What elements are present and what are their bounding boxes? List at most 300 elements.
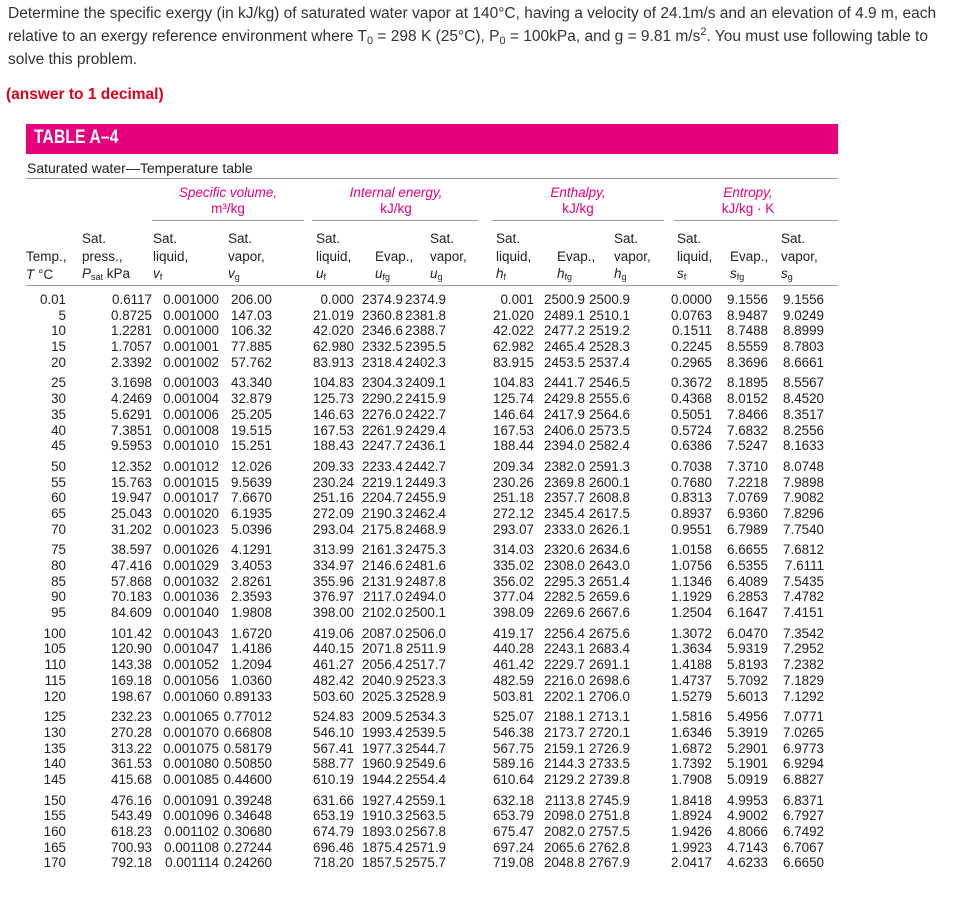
table-cell: 0.001070 (163, 724, 219, 740)
table-cell: 0.34648 (223, 808, 272, 824)
table-cell: 2320.6 (544, 542, 585, 558)
table-cell: 105 (43, 641, 66, 657)
table-cell: 8.0748 (783, 458, 824, 474)
table-cell: 2739.8 (589, 771, 630, 787)
table-row (26, 808, 838, 824)
table-cell: 2477.2 (544, 323, 585, 339)
table-cell: 0.30680 (223, 824, 272, 839)
table-cell: 2417.9 (544, 406, 585, 422)
table-cell: 0.001012 (163, 458, 219, 474)
table-cell: 1.6720 (231, 625, 272, 641)
table-cell: 167.53 (313, 422, 354, 438)
table-cell: 7.7540 (783, 521, 824, 537)
table-cell: 2441.7 (544, 375, 585, 391)
table-cell: 160 (43, 824, 66, 839)
table-cell: 2757.5 (589, 824, 630, 839)
table-cell: 2409.1 (405, 375, 446, 391)
table-cell: 2190.3 (362, 505, 403, 521)
table-row (26, 542, 838, 558)
table-row (26, 490, 838, 506)
table-cell: 355.96 (313, 573, 354, 589)
table-cell: 2455.9 (405, 490, 446, 506)
table-cell: 6.7492 (783, 824, 824, 839)
subscript: f (159, 272, 163, 282)
table-cell: 4.9953 (727, 792, 768, 808)
table-cell: 2537.4 (589, 354, 630, 370)
table-cell: 42.022 (493, 323, 534, 339)
table-cell: 2745.9 (589, 792, 630, 808)
table-cell: 2683.4 (589, 641, 630, 657)
table-row (26, 375, 838, 391)
table-cell: 5.1901 (727, 756, 768, 772)
symbol: h (496, 266, 504, 281)
table-cell: 38.597 (111, 542, 152, 558)
table-cell: 7.0265 (783, 724, 824, 740)
table-cell: 206.00 (231, 292, 272, 307)
table-cell: 2318.4 (362, 354, 403, 370)
table-cell: 65 (51, 505, 66, 521)
table-cell: 70.183 (111, 589, 152, 605)
table-cell: 8.1633 (783, 438, 824, 454)
group-label: Enthalpy, (550, 185, 606, 200)
table-cell: 5.0396 (231, 521, 272, 537)
table-cell: 85 (51, 573, 66, 589)
table-cell: 0.001060 (163, 688, 219, 704)
table-cell: 20 (51, 354, 66, 370)
table-cell: 610.64 (493, 771, 534, 787)
table-cell: 7.3542 (783, 625, 824, 641)
table-cell: 35 (51, 406, 66, 422)
table-cell: 546.38 (493, 724, 534, 740)
table-cell: 135 (43, 740, 66, 756)
group-label: Internal energy, (349, 185, 443, 200)
table-cell: 0.66808 (223, 724, 272, 740)
table-cell: 361.53 (111, 756, 152, 772)
table-cell: 2345.4 (544, 505, 585, 521)
table-cell: 1944.2 (362, 771, 403, 787)
table-cell: 1.6346 (671, 724, 712, 740)
table-cell: 9.0249 (783, 307, 824, 323)
table-cell: 2374.9 (362, 292, 403, 307)
table-cell: 2.8261 (231, 573, 272, 589)
table-cell: 3.4053 (231, 558, 272, 573)
col-header-line: vapor, (228, 248, 265, 264)
table-cell: 0.001010 (163, 438, 219, 454)
table-cell: 7.0771 (783, 709, 824, 725)
table-row (26, 438, 838, 454)
col-header-line: Temp., (26, 249, 67, 264)
table-cell: 7.6111 (785, 558, 824, 573)
table-row (26, 855, 838, 871)
table-cell: 101.42 (111, 625, 152, 641)
table-cell: 7.3710 (727, 458, 768, 474)
table-cell: 2617.5 (589, 505, 630, 521)
group-unit: kJ/kg · K (721, 201, 775, 216)
subscript: g (621, 272, 627, 282)
col-header-line: Sat. (82, 231, 107, 246)
table-cell: 0.001065 (163, 709, 219, 725)
table-cell: 4.1291 (231, 542, 272, 558)
table-cell: 100 (43, 625, 66, 641)
table-row (26, 558, 838, 574)
table-cell: 0.7038 (671, 458, 712, 474)
row-group (26, 375, 838, 453)
table-cell: 2575.7 (405, 855, 446, 871)
table-cell: 503.60 (313, 688, 354, 704)
table-cell: 0.001102 (164, 824, 219, 839)
symbol: v (228, 266, 235, 281)
table-cell: 356.02 (493, 573, 534, 589)
col-header-line: Sat. (781, 231, 806, 246)
table-cell: 1.7057 (111, 339, 152, 355)
table-cell: 2040.9 (362, 672, 403, 688)
table-cell: 589.16 (493, 756, 534, 772)
table-cell: 62.982 (493, 339, 534, 355)
table-title: TABLE A–4 (34, 127, 119, 148)
table-cell: 1.4186 (231, 641, 272, 657)
table-cell: 2276.0 (362, 406, 403, 422)
col-header-line: Sat. (316, 231, 341, 246)
table-cell: 2048.8 (544, 855, 585, 871)
table-cell: 1.0756 (671, 558, 712, 573)
table-cell: 150 (43, 792, 66, 808)
table-cell: 482.42 (313, 672, 354, 688)
table-cell: 2009.5 (362, 709, 403, 725)
table-cell: 2534.3 (405, 709, 446, 725)
col-header-line: liquid, (153, 248, 189, 264)
table-cell: 2494.0 (405, 589, 446, 605)
table-cell: 106.32 (231, 323, 272, 339)
symbol: P (82, 266, 92, 281)
table-cell: 1960.9 (362, 756, 403, 772)
table-cell: 2453.5 (544, 354, 585, 370)
table-cell: 0.001000 (163, 307, 219, 323)
table-cell: 2559.1 (405, 792, 446, 808)
table-cell: 1893.0 (362, 824, 403, 839)
subscript: f (503, 272, 507, 282)
col-header-vf (153, 230, 188, 283)
table-cell: 2304.3 (362, 375, 403, 391)
table-cell: 1.3634 (671, 641, 712, 657)
subscript: sat (91, 272, 104, 282)
table-cell: 2442.7 (405, 458, 446, 474)
table-cell: 0.001114 (165, 855, 219, 871)
table-cell: 2204.7 (362, 490, 403, 506)
table-row (26, 323, 838, 339)
symbol: u (316, 266, 324, 281)
table-cell: 8.5567 (783, 375, 824, 391)
table-cell: 2161.3 (362, 542, 403, 558)
table-cell: 1910.3 (362, 808, 403, 824)
symbol: u (430, 266, 438, 281)
table-cell: 1.9923 (671, 839, 712, 855)
group-internal-energy (312, 185, 480, 217)
table-cell: 2247.7 (362, 438, 403, 454)
table-cell: 272.09 (313, 505, 354, 521)
subscript: fg (736, 272, 745, 282)
symbol: v (153, 266, 160, 281)
row-group (26, 459, 838, 537)
col-header-line: liquid, (677, 248, 713, 264)
table-cell: 7.4782 (783, 589, 824, 605)
table-cell: 7.6670 (231, 490, 272, 506)
table-cell: 104.83 (313, 375, 354, 391)
table-cell: 0.001015 (163, 474, 219, 490)
table-cell: 8.9487 (727, 307, 768, 323)
table-cell: 0.77012 (223, 709, 272, 725)
table-cell: 415.68 (111, 771, 152, 787)
table-cell: 209.33 (313, 458, 354, 474)
table-cell: 482.59 (493, 672, 534, 688)
col-header-uf (316, 230, 351, 283)
table-cell: 5.8193 (727, 657, 768, 673)
table-cell: 0.001001 (163, 339, 219, 355)
table-cell: 1.5816 (671, 709, 712, 725)
table-row (26, 626, 838, 642)
table-cell: 32.879 (231, 391, 272, 407)
table-cell: 0.001000 (163, 323, 219, 339)
col-header-line: Sat. (153, 231, 178, 246)
table-cell: 40 (51, 422, 66, 438)
table-cell: 0.001052 (163, 657, 219, 673)
table-cell: 5.9319 (727, 641, 768, 657)
table-cell: 718.20 (313, 855, 354, 871)
table-cell: 120.90 (111, 641, 152, 657)
table-cell: 12.352 (111, 458, 152, 474)
table-cell: 2065.6 (544, 839, 585, 855)
table-cell: 2555.6 (589, 391, 630, 407)
table-cell: 45 (51, 438, 66, 454)
table-cell: 0.1511 (672, 323, 712, 339)
table-cell: 21.019 (313, 307, 354, 323)
table-cell: 0.89133 (223, 688, 272, 704)
table-cell: 2462.4 (405, 505, 446, 521)
col-header-line: press., (82, 248, 123, 264)
table-cell: 0.001056 (163, 672, 219, 688)
table-cell: 2517.7 (405, 657, 446, 673)
table-cell: 2500.1 (405, 605, 446, 621)
divider (26, 178, 838, 179)
table-cell: 398.09 (493, 605, 534, 621)
row-group (26, 292, 838, 370)
table-cell: 2519.2 (589, 323, 630, 339)
table-subtitle: Saturated water—Temperature table (27, 160, 253, 176)
table-cell: 1.9426 (671, 824, 712, 839)
table-cell: 2608.8 (589, 490, 630, 506)
table-cell: 2751.8 (589, 808, 630, 824)
table-cell: 2511.9 (406, 641, 446, 657)
table-cell: 461.27 (313, 657, 354, 673)
table-cell: 2429.8 (544, 391, 585, 407)
table-cell: 2071.8 (362, 641, 403, 657)
table-cell: 165 (43, 839, 66, 855)
table-cell: 251.18 (493, 490, 534, 506)
table-cell: 12.026 (231, 458, 272, 474)
table-cell: 25 (51, 375, 66, 391)
table-cell: 0.7680 (671, 474, 712, 490)
table-cell: 0.001017 (163, 490, 219, 506)
table-cell: 2429.4 (405, 422, 446, 438)
table-cell: 15.763 (111, 474, 152, 490)
table-cell: 0.9551 (671, 521, 712, 537)
table-cell: 0.001008 (163, 422, 219, 438)
table-cell: 2720.1 (589, 724, 630, 740)
table-cell: 2528.3 (589, 339, 630, 355)
table-cell: 140 (43, 756, 66, 772)
table-cell: 0.001004 (163, 391, 219, 407)
table-cell: 2544.7 (405, 740, 446, 756)
table-cell: 314.03 (493, 542, 534, 558)
symbol: s (730, 266, 737, 281)
symbol: T (26, 266, 35, 282)
table-cell: 77.885 (231, 339, 272, 355)
table-cell: 25.043 (111, 505, 152, 521)
col-header-line: vapor, (614, 248, 651, 264)
table-cell: 588.77 (313, 756, 354, 772)
table-cell: 8.0152 (727, 391, 768, 407)
table-cell: 57.762 (231, 354, 272, 370)
table-cell: 546.10 (313, 724, 354, 740)
table-cell: 2282.5 (544, 589, 585, 605)
table-cell: 130 (43, 724, 66, 740)
table-cell: 7.6812 (783, 542, 824, 558)
symbol: u (375, 266, 383, 281)
table-cell: 70 (51, 521, 66, 537)
table-cell: 6.2853 (727, 589, 768, 605)
table-cell: 1.7908 (671, 771, 712, 787)
table-cell: 169.18 (111, 672, 152, 688)
table-cell: 632.18 (493, 792, 534, 808)
table-cell: 15 (51, 339, 66, 355)
table-cell: 230.26 (493, 474, 534, 490)
table-cell: 0.001006 (163, 406, 219, 422)
table-cell: 9.1556 (727, 292, 768, 307)
table-cell: 0.001075 (163, 740, 219, 756)
table-cell: 155 (43, 808, 66, 824)
table-cell: 198.67 (111, 688, 152, 704)
table-cell: 2523.3 (405, 672, 446, 688)
table-row (26, 308, 838, 324)
table-row (26, 292, 838, 308)
table-row (26, 391, 838, 407)
table-cell: 31.202 (111, 521, 152, 537)
table-cell: 2131.9 (362, 573, 403, 589)
table-cell: 209.34 (493, 458, 534, 474)
table-cell: 42.020 (313, 323, 354, 339)
table-cell: 2500.9 (589, 292, 630, 307)
table-cell: 125.74 (493, 391, 534, 407)
table-cell: 1.7392 (671, 756, 712, 772)
group-unit: kJ/kg (562, 201, 594, 216)
table-cell: 1993.4 (362, 724, 403, 740)
table-cell: 2144.3 (544, 756, 585, 772)
table-cell: 2449.3 (405, 474, 446, 490)
table-cell: 0.8937 (671, 505, 712, 521)
symbol: h (614, 266, 622, 281)
table-cell: 2102.0 (362, 605, 403, 621)
col-header-line: Sat. (430, 231, 455, 246)
table-cell: 146.64 (493, 406, 534, 422)
divider (312, 220, 478, 221)
table-cell: 8.4520 (783, 391, 824, 407)
table-cell: 143.38 (111, 657, 152, 673)
table-cell: 6.1935 (231, 505, 272, 521)
table-cell: 0.01 (39, 292, 66, 307)
table-cell: 0.001020 (163, 505, 219, 521)
col-header-sg (781, 230, 818, 283)
col-header-line: Sat. (614, 231, 639, 246)
table-cell: 8.3517 (783, 406, 824, 422)
table-cell: 1.2281 (111, 323, 152, 339)
table-row (26, 423, 838, 439)
table-row (26, 506, 838, 522)
table-cell: 0.8725 (111, 307, 152, 323)
table-cell: 6.6655 (727, 542, 768, 558)
table-cell: 2188.1 (544, 709, 585, 725)
table-cell: 2554.4 (405, 771, 446, 787)
table-cell: 1.1929 (671, 589, 712, 605)
table-cell: 110 (44, 657, 66, 673)
table-cell: 0.3672 (671, 375, 712, 391)
table-cell: 2563.5 (405, 808, 446, 824)
table-cell: 19.515 (231, 422, 272, 438)
table-cell: 2269.6 (544, 605, 585, 621)
table-cell: 7.8466 (727, 406, 768, 422)
table-cell: 0.001023 (163, 521, 219, 537)
table-cell: 376.97 (313, 589, 354, 605)
table-cell: 2549.6 (405, 756, 446, 772)
table-row (26, 522, 838, 538)
col-header-line: Evap., (557, 248, 596, 264)
table-cell: 2256.4 (544, 625, 585, 641)
table-cell: 6.7989 (727, 521, 768, 537)
table-cell: 631.66 (313, 792, 354, 808)
unit: kPa (103, 266, 131, 281)
group-unit: m³/kg (211, 201, 245, 216)
subscript: fg (564, 272, 573, 282)
col-header-sfg (730, 248, 768, 283)
table-cell: 0.000 (320, 292, 354, 307)
table-cell: 0.27244 (223, 839, 272, 855)
table-cell: 524.83 (313, 709, 354, 725)
group-label: Specific volume, (178, 185, 278, 200)
table-row (26, 756, 838, 772)
table-cell: 653.19 (313, 808, 354, 824)
col-header-line: Evap., (730, 248, 769, 264)
table-cell: 8.2556 (783, 422, 824, 438)
table-cell: 7.9898 (783, 474, 824, 490)
table-cell: 7.2952 (783, 641, 824, 657)
table-cell: 2600.1 (589, 474, 630, 490)
table-cell: 9.5953 (111, 438, 152, 454)
table-cell: 0.6386 (671, 438, 712, 454)
table-cell: 1.0360 (231, 672, 272, 688)
divider (26, 285, 838, 286)
table-cell: 2528.9 (405, 688, 446, 704)
table-cell: 90 (51, 589, 66, 605)
table-cell: 2651.4 (589, 573, 630, 589)
col-header-line: Evap., (375, 248, 414, 264)
table-cell: 2261.9 (362, 422, 403, 438)
table-cell: 230.24 (313, 474, 354, 490)
table-cell: 1.9808 (231, 605, 272, 621)
table-cell: 1977.3 (362, 740, 403, 756)
table-cell: 7.3851 (111, 422, 152, 438)
table-cell: 2098.0 (544, 808, 585, 824)
table-cell: 0.001029 (163, 558, 219, 573)
table-cell: 251.16 (313, 490, 354, 506)
table-cell: 0.58179 (223, 740, 272, 756)
